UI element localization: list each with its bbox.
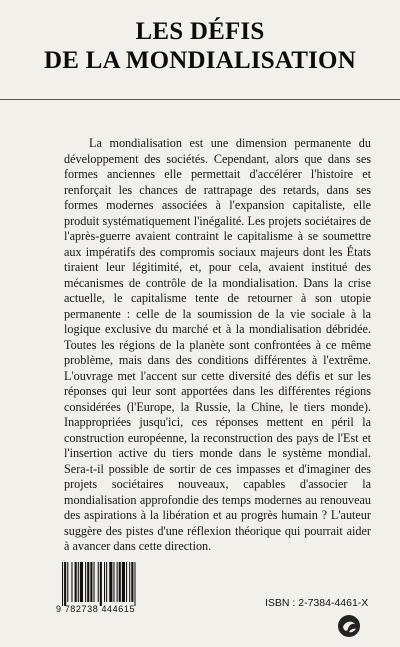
barcode-icon <box>60 562 169 606</box>
back-cover-blurb: La mondialisation est une dimension permanente du développement des sociétés. Cependant, alors que dans ses formes anciennes elle permettait d'accélérer l'histoire et renforçait les chances de rattrapage des retards, dans ses formes modernes associées à l'expansion capitaliste, elle produit systématiquement l'inégalité. Les projets sociétaires de l'après-guerre avaient contraint le capitalisme à se soumettre aux impératifs des compromis sociaux majeurs dont les États tiraient leur légitimité, et, pour cela, avaient institué des mécanismes de contrôle de la mondialisation. Dans la crise actuelle, le capitalisme tente de retourner à son utopie permanente : celle de la soumission de la vie sociale à la logique exclusive du marché et à la mondialisation débridée. Toutes les régions de la planète sont confrontées à ce même problème, mais dans des conditions différentes à l'extrême. L'ouvrage met l'accent sur cette diversité des défis et sur les réponses qui leur sont apportées dans les différentes régions considérées (l'Europe, la Russie, la Chine, le tiers monde). Inappropriées jusqu'ici, ces réponses mettent en péril la construction européenne, la reconstruction des pays de l'Est et l'insertion active du tiers monde dans le système mondial. Sera-t-il possible de sortir de ces impasses et d'imaginer des projets sociétaires nouveaux, capables d'associer la mondialisation approfondie des temps modernes au renouveau des aspirations à la libération et au progrès humain ? L'auteur suggère des pistes d'une réflexion théorique qui pourrait aider à avancer dans cette direction. <box>64 136 371 553</box>
isbn-label: ISBN : 2-7384-4461-X <box>265 597 369 609</box>
book-title-line-2: DE LA MONDIALISATION <box>44 47 356 74</box>
barcode-digits: 9 782738 444615 <box>56 604 136 614</box>
book-title-line-1: LES DÉFIS <box>135 18 265 45</box>
red-divider-rule <box>0 99 400 100</box>
publisher-logo-icon <box>337 614 361 638</box>
